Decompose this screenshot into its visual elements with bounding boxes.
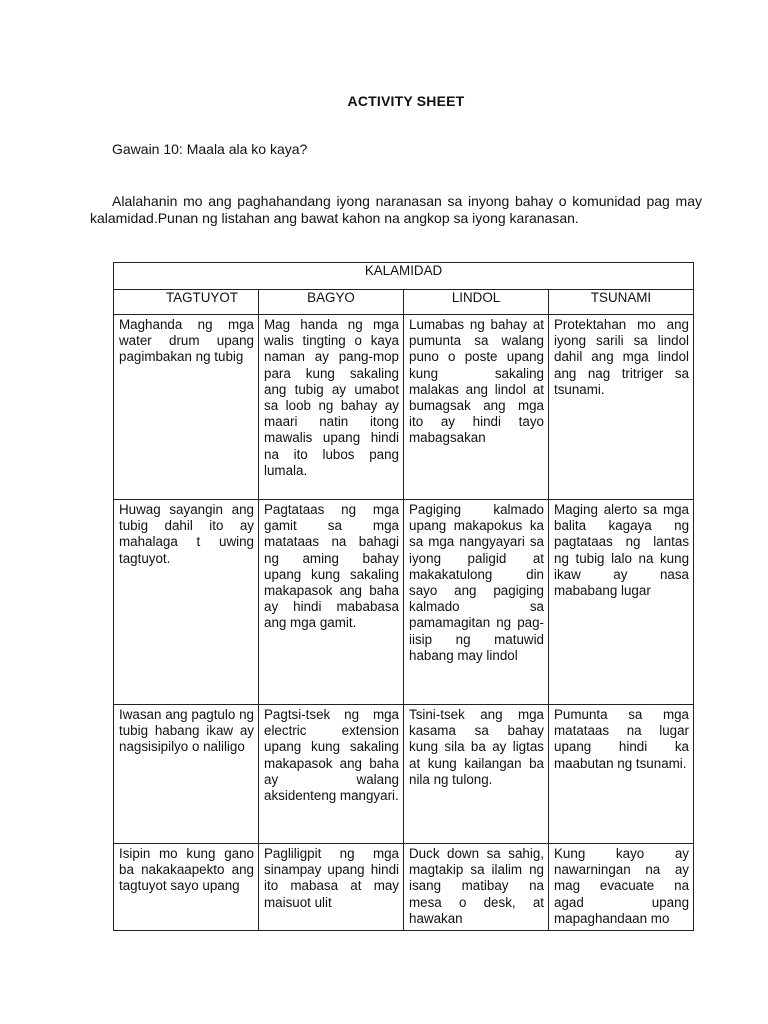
- table-cell: [404, 844, 549, 931]
- table-row: [114, 500, 694, 705]
- activity-subtitle: Gawain 10: Maala ala ko kaya?: [112, 141, 308, 157]
- cell-text-tsunami: Pumunta sa mga matataas na lugar upang hindi ka maabutan ng tsunami.: [554, 707, 690, 771]
- table-cell: [114, 315, 259, 500]
- table-cell: [404, 705, 549, 844]
- cell-text-tagtuyot: Maghanda ng mga water drum upang pagimbakan ng tubig: [119, 317, 254, 365]
- table-cell: [549, 315, 694, 500]
- table-header-kalamidad: KALAMIDAD: [114, 263, 694, 290]
- cell-text-tagtuyot: Iwasan ang pagtulo ng tubig habang ikaw ay nagsisipilyo o naliligo: [119, 707, 254, 755]
- cell-text-bagyo: Pagtataas ng mga gamit sa mga matataas na bahagi ng aming bahay upang kung sakaling makapasok ang baha ay hindi mababasa ang mga gamit.: [264, 502, 399, 631]
- table-cell: [114, 705, 259, 844]
- table-cell: [404, 315, 549, 500]
- table-cell: [404, 500, 549, 705]
- cell-text-bagyo: Mag handa ng mga walis tingting o kaya naman ay pang-mop para kung sakaling ang tubig ay umabot sa loob ng bahay ay maari natin itong mawalis upang hindi na ito lubos pang lumala.: [264, 317, 399, 478]
- cell-text-bagyo: Pagliligpit ng mga sinampay upang hindi ito mabasa at may maisuot ulit: [264, 846, 399, 910]
- table-cell: [114, 844, 259, 931]
- column-header-bagyo: BAGYO: [259, 290, 404, 315]
- cell-text-tsunami: Maging alerto sa mga balita kagaya ng pagtataas ng lantas ng tubig lalo na kung ikaw ay nasa mababang lugar: [554, 502, 690, 599]
- cell-text-lindol: Duck down sa sahig, magtakip sa ilalim ng isang matibay na mesa o desk, at hawakan: [409, 846, 544, 926]
- table-cell: [259, 315, 404, 500]
- cell-text-tsunami: Kung kayo ay nawarningan na ay mag evacuate na agad upang mapaghandaan mo: [554, 846, 690, 926]
- cell-text-lindol: Tsini-tsek ang mga kasama sa bahay kung sila ba ay ligtas at kung kailangan ba nila ng tulong.: [409, 707, 544, 787]
- table-cell: [549, 844, 694, 931]
- cell-text-lindol: Pagiging kalmado upang makapokus ka sa mga nangyayari sa iyong paligid at makakatulong din sayo ang pagiging kalmado sa pamamagitan ng pag-iisip ng matuwid habang may lindol: [409, 502, 544, 663]
- table-cell: [549, 705, 694, 844]
- table-cell: [114, 500, 259, 705]
- column-header-lindol: LINDOL: [404, 290, 549, 315]
- cell-text-tsunami: Protektahan mo ang iyong sarili sa lindol dahil ang mga lindol ang nag tritriger sa tsunami.: [554, 317, 690, 397]
- table-cell: [259, 500, 404, 705]
- table-cell: [549, 500, 694, 705]
- column-header-tagtuyot: TAGTUYOT: [114, 290, 259, 315]
- page-title: ACTIVITY SHEET: [347, 93, 465, 109]
- cell-text-lindol: Lumabas ng bahay at pumunta sa walang puno o poste upang kung sakaling malakas ang lindol at bumagsak ang mga ito ay hindi tayo mabagsakan: [409, 317, 544, 446]
- cell-text-bagyo: Pagtsi-tsek ng mga electric extension upang kung sakaling makapasok ang baha ay walang aksidenteng mangyari.: [264, 707, 399, 804]
- column-header-tsunami: TSUNAMI: [549, 290, 694, 315]
- table-cell: [259, 705, 404, 844]
- cell-text-tagtuyot: Isipin mo kung gano ba nakakaapekto ang tagtuyot sayo upang: [119, 846, 254, 894]
- instructions-paragraph: Alalahanin mo ang paghahandang iyong naranasan sa inyong bahay o komunidad pag may kalamidad.Punan ng listahan ang bawat kahon na angkop sa iyong karanasan.: [90, 193, 702, 226]
- table-row: [114, 844, 694, 931]
- cell-text-tagtuyot: Huwag sayangin ang tubig dahil ito ay mahalaga t uwing tagtuyot.: [119, 502, 254, 566]
- table-row: [114, 705, 694, 844]
- table-cell: [259, 844, 404, 931]
- table-row: [114, 315, 694, 500]
- kalamidad-table: [113, 262, 694, 931]
